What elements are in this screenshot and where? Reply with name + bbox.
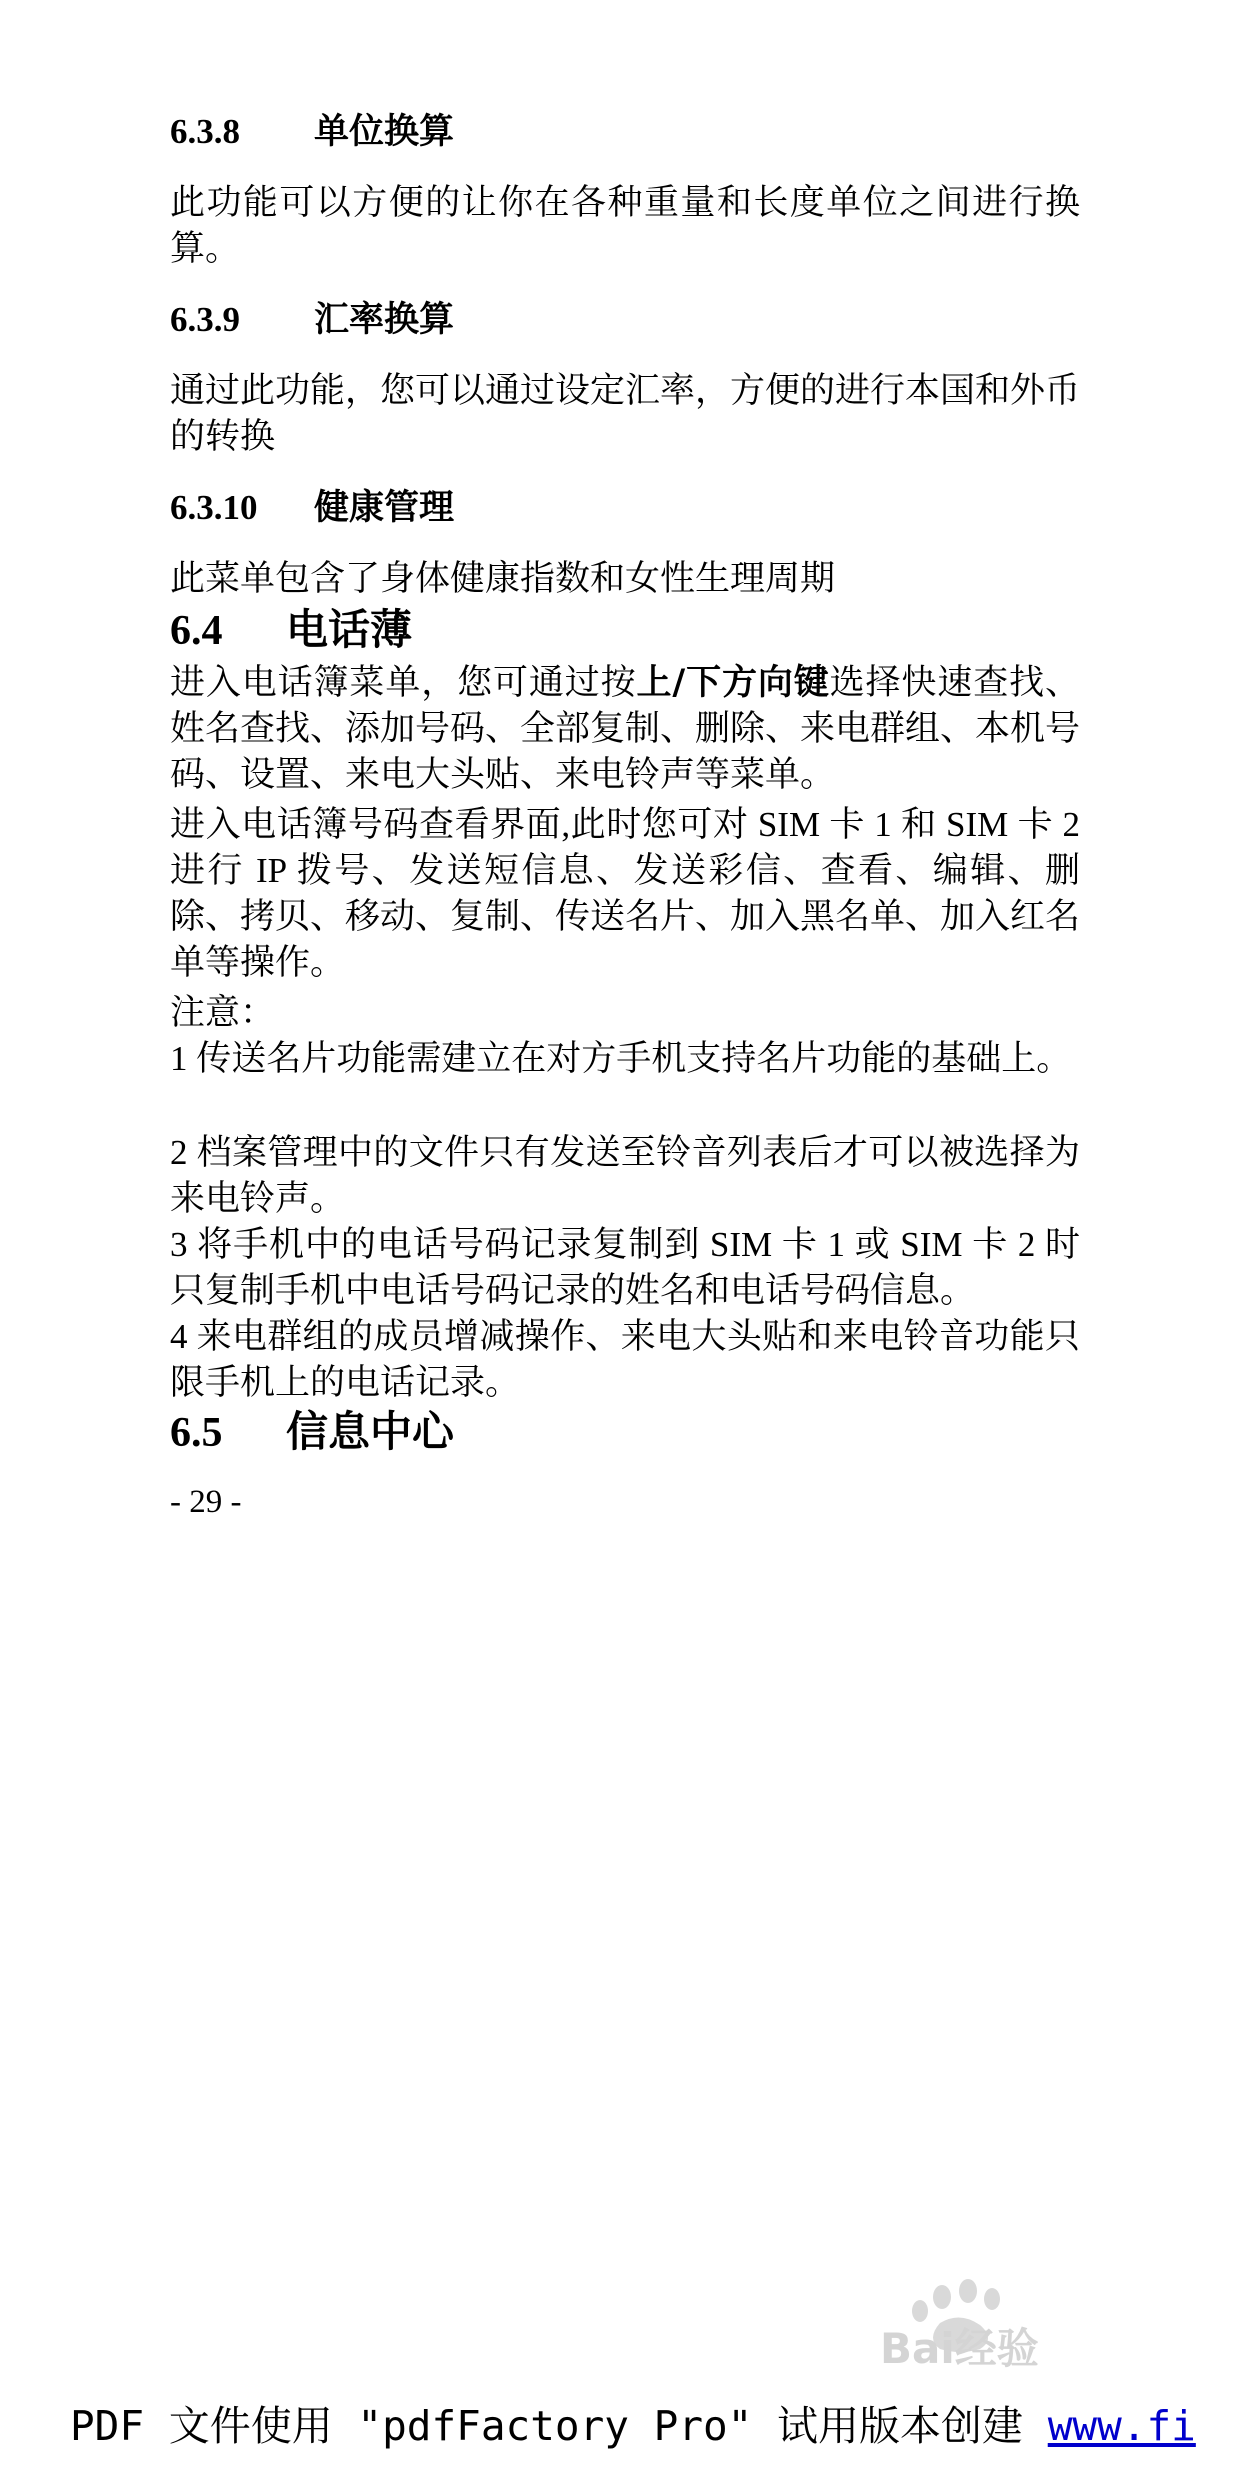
text-run: 进入电话簿菜单，您可通过按	[170, 663, 637, 702]
pdf-footer-text: PDF 文件使用 "pdfFactory Pro" 试用版本创建	[70, 2402, 1048, 2450]
note-item: 4 来电群组的成员增减操作、来电大头贴和来电铃音功能只限手机上的电话记录。	[170, 1317, 1080, 1402]
baidu-watermark-logo	[880, 2275, 1180, 2375]
heading-number: 6.3.9	[170, 300, 240, 339]
heading-number: 6.5	[170, 1410, 223, 1456]
text-run: 选择快速查找、姓名查找、添加号码、全部复制、删除、来电群组、本机号码、设置、来电大头贴、来电铃声等菜单。	[170, 663, 1081, 794]
heading-number: 6.4	[170, 608, 223, 654]
paragraph-phonebook-view: 进入电话簿号码查看界面,此时您可对 SIM 卡 1 和 SIM 卡 2 进行 IP 拨号、发送短信息、发送彩信、查看、编辑、删除、拷贝、移动、复制、传送名片、加入黑名单、加入红名单等操作。	[170, 805, 1081, 982]
page-number: - 29 -	[170, 1484, 242, 1520]
heading-title: 信息中心	[286, 1410, 455, 1456]
heading-6-3-9	[170, 298, 454, 342]
heading-6-3-10	[170, 486, 454, 530]
bold-key-text: 上/下方向键	[636, 663, 830, 703]
note-item: 1 传送名片功能需建立在对方手机支持名片功能的基础上。	[170, 1039, 1072, 1078]
note-label: 注意：	[170, 993, 276, 1032]
heading-6-3-8	[170, 110, 454, 154]
watermark-text: Bai经验	[880, 2324, 1039, 2373]
note-item: 3 将手机中的电话号码记录复制到 SIM 卡 1 或 SIM 卡 2 时只复制手机中电话号码记录的姓名和电话号码信息。	[170, 1225, 1080, 1310]
heading-title: 健康管理	[314, 488, 455, 527]
heading-title: 单位换算	[314, 112, 455, 151]
heading-number: 6.3.8	[170, 112, 240, 151]
pdf-footer	[70, 2400, 1196, 2452]
paragraph-6-3-8: 此功能可以方便的让你在各种重量和长度单位之间进行换算。	[170, 183, 1080, 268]
paragraph-phonebook-menu	[170, 660, 1080, 798]
heading-6-5	[170, 1408, 454, 1458]
heading-title: 汇率换算	[314, 300, 455, 339]
heading-6-4	[170, 606, 412, 656]
heading-number: 6.3.10	[170, 488, 258, 527]
paragraph-6-3-9: 通过此功能，您可以通过设定汇率，方便的进行本国和外币的转换	[170, 371, 1081, 456]
pdf-footer-link[interactable]: www.fi	[1047, 2402, 1196, 2450]
heading-title: 电话薄	[286, 608, 413, 654]
paragraph-6-3-10: 此菜单包含了身体健康指数和女性生理周期	[170, 559, 836, 598]
note-item: 2 档案管理中的文件只有发送至铃音列表后才可以被选择为来电铃声。	[170, 1133, 1080, 1218]
